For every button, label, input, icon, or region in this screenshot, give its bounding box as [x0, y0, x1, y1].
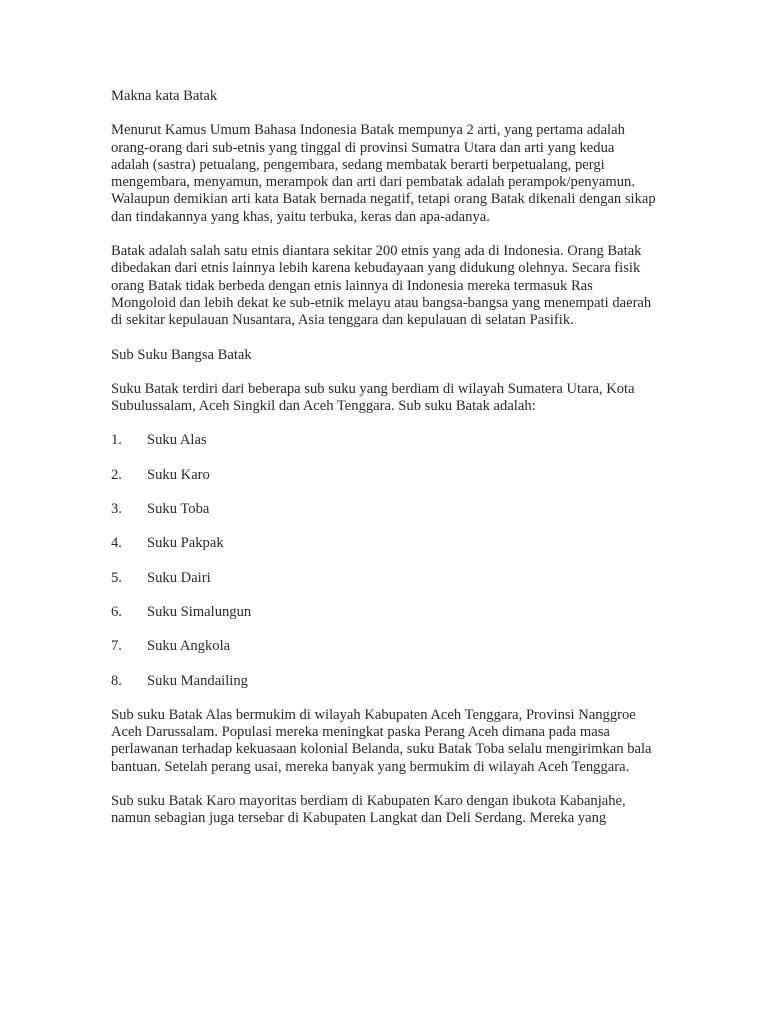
list-item [111, 535, 656, 552]
list-text: Suku Alas [147, 432, 207, 449]
list-item [111, 570, 656, 587]
list-text: Suku Dairi [147, 569, 211, 586]
spacer [111, 450, 656, 467]
list-item [111, 604, 656, 621]
spacer [111, 587, 656, 604]
spacer [111, 553, 656, 570]
list-number: 8. [111, 672, 122, 689]
paragraph-sub-suku-intro: Suku Batak terdiri dari beberapa sub suku yang berdiam di wilayah Sumatera Utara, Kota Subulussalam, Aceh Singkil dan Aceh Tenggara. Sub suku Batak adalah: [111, 380, 635, 415]
list-number: 4. [111, 535, 122, 552]
list-item [111, 638, 656, 655]
list-number: 5. [111, 569, 122, 586]
paragraph-meaning: Menurut Kamus Umum Bahasa Indonesia Batak mempunya 2 arti, yang pertama adalah orang-orang dari sub-etnis yang tinggal di provinsi Sumatra Utara dan arti yang kedua adalah (sastra) petualang, pengembara, sedang membatak berarti berpetualang, pergi mengembara, menyamun, merampok dan arti dari pembatak adalah perampok/penyamun. Walaupun demikian arti kata Batak bernada negatif, tetapi orang Batak dikenali dengan sikap dan tindakannya yang khas, yaitu terbuka, keras dan apa-adanya. [111, 122, 656, 225]
spacer [111, 690, 656, 707]
spacer [111, 621, 656, 638]
spacer [111, 105, 656, 122]
spacer [111, 484, 656, 501]
list-number: 3. [111, 501, 122, 518]
list-number: 7. [111, 638, 122, 655]
spacer [111, 656, 656, 673]
list-item [111, 432, 656, 449]
spacer [111, 518, 656, 535]
paragraph-karo: Sub suku Batak Karo mayoritas berdiam di Kabupaten Karo dengan ibukota Kabanjahe, namun sebagian juga tersebar di Kabupaten Langkat dan Deli Serdang. Mereka yang [111, 793, 626, 827]
document-page [111, 88, 656, 828]
list-text: Suku Pakpak [147, 535, 224, 552]
list-number: 6. [111, 603, 122, 620]
spacer [111, 415, 656, 432]
list-item [111, 467, 656, 484]
list-text: Suku Toba [147, 501, 210, 518]
list-item [111, 673, 656, 690]
spacer [111, 776, 656, 793]
list-number: 1. [111, 432, 122, 449]
list-item [111, 501, 656, 518]
list-text: Suku Simalungun [147, 603, 252, 620]
paragraph-alas: Sub suku Batak Alas bermukim di wilayah Kabupaten Aceh Tenggara, Provinsi Nanggroe Aceh Darussalam. Populasi mereka meningkat paska Perang Aceh dimana pada masa perlawanan terhadap kekuasaan kolonial Belanda, suku Batak Toba selalu mengirimkan bala bantuan. Setelah perang usai, mereka banyak yang bermukim di wilayah Aceh Tenggara. [111, 706, 652, 775]
list-text: Suku Angkola [147, 638, 231, 655]
list-text: Suku Mandailing [147, 672, 248, 689]
section-heading-sub-suku: Sub Suku Bangsa Batak [111, 346, 252, 363]
spacer [111, 226, 656, 243]
list-number: 2. [111, 466, 122, 483]
document-title: Makna kata Batak [111, 88, 218, 104]
sub-suku-list [111, 432, 656, 689]
paragraph-ethnicity: Batak adalah salah satu etnis diantara sekitar 200 etnis yang ada di Indonesia. Orang Batak dibedakan dari etnis lainnya lebih karena kebudayaan yang didukung olehnya. Secara fisik orang Batak tidak berbeda dengan etnis lainnya di Indonesia mereka termasuk Ras Mongoloid dan lebih dekat ke sub-etnik melayu atau bangsa-bangsa yang menempati daerah di sekitar kepulauan Nusantara, Asia tenggara dan kepulauan di selatan Pasifik. [111, 243, 652, 329]
list-text: Suku Karo [147, 466, 210, 483]
spacer [111, 330, 656, 347]
spacer [111, 364, 656, 381]
